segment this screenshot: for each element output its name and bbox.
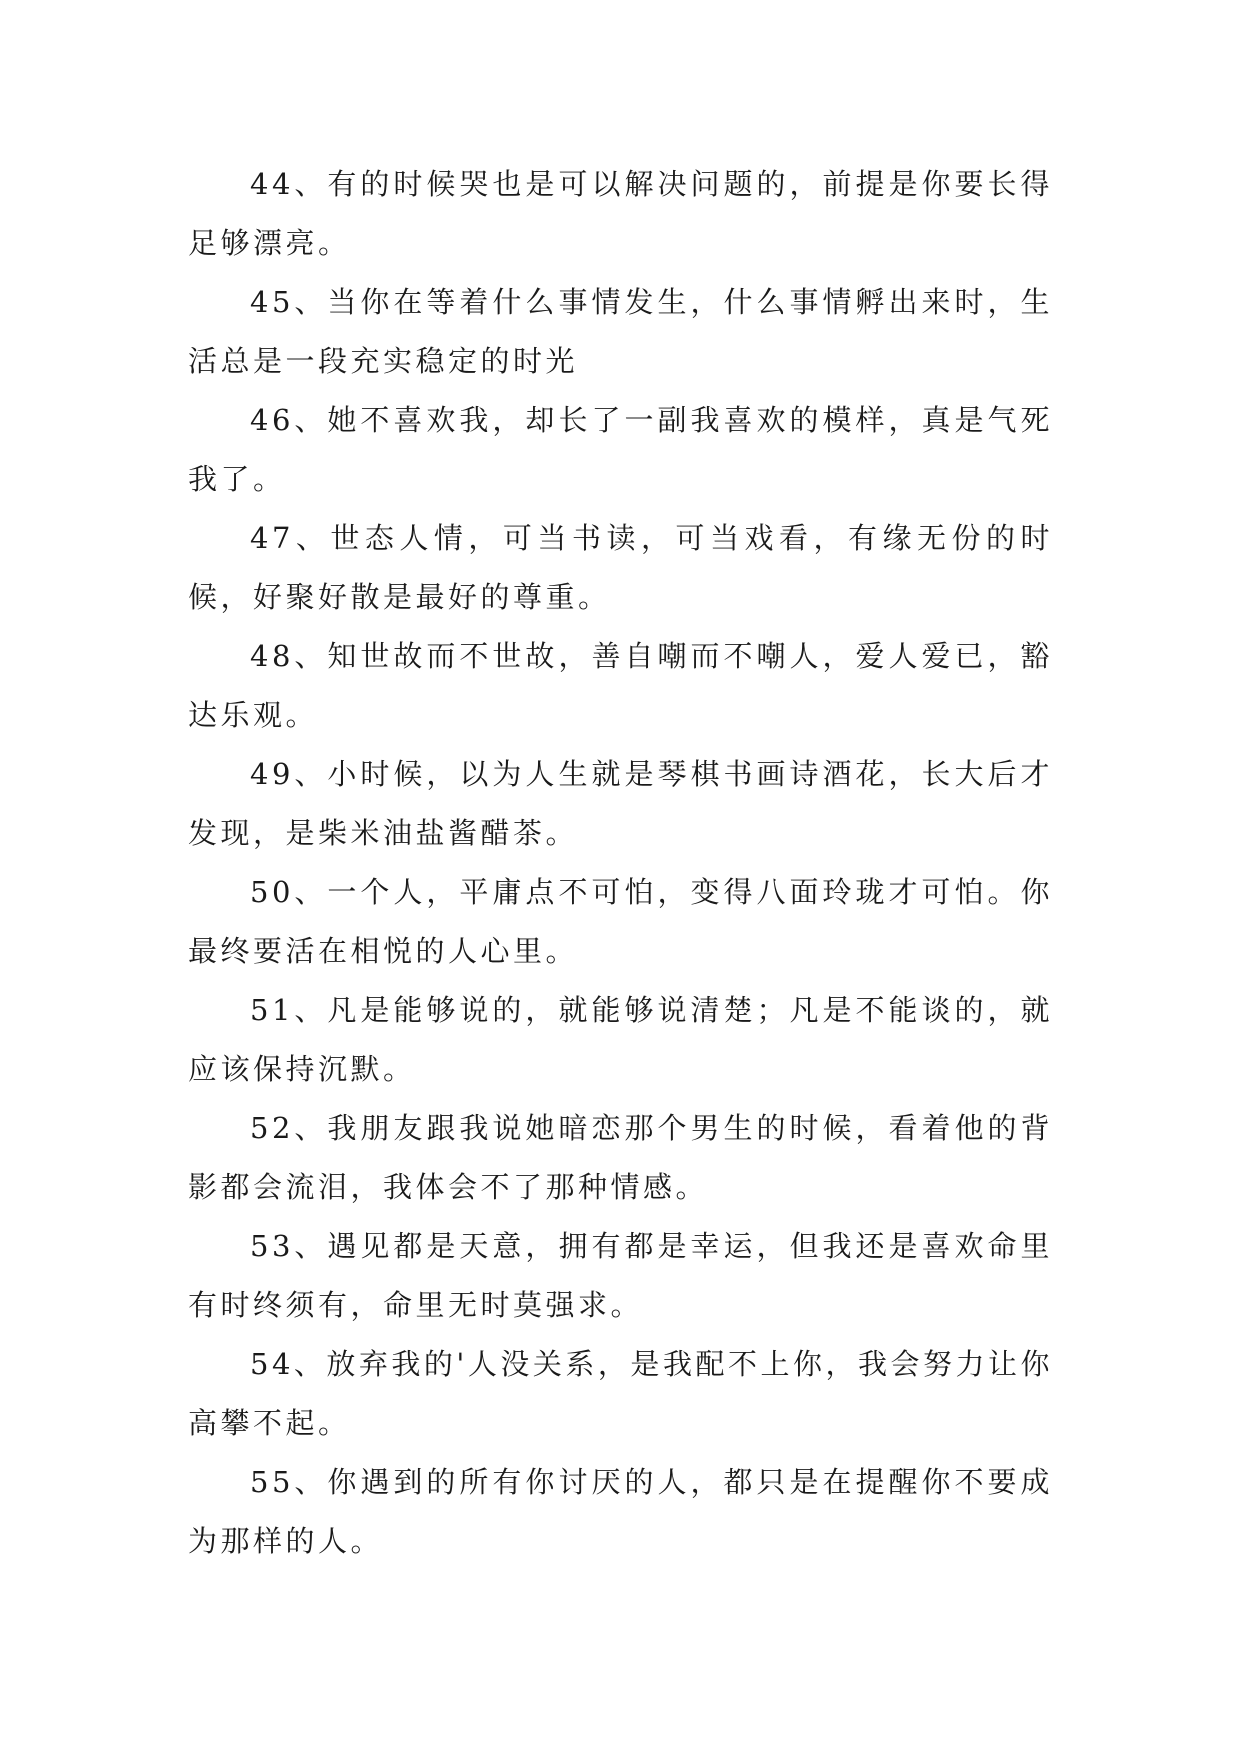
quote-paragraph: 47、世态人情，可当书读，可当戏看，有缘无份的时候，好聚好散是最好的尊重。 (188, 521, 1053, 614)
quote-paragraph: 45、当你在等着什么事情发生，什么事情孵出来时，生活总是一段充实稳定的时光 (188, 285, 1053, 378)
quote-paragraph: 53、遇见都是天意，拥有都是幸运，但我还是喜欢命里有时终须有，命里无时莫强求。 (188, 1229, 1053, 1322)
quote-paragraph: 46、她不喜欢我，却长了一副我喜欢的模样，真是气死我了。 (188, 403, 1053, 496)
quote-paragraph: 50、一个人，平庸点不可怕，变得八面玲珑才可怕。你最终要活在相悦的人心里。 (188, 875, 1053, 968)
quote-paragraph: 54、放弃我的'人没关系，是我配不上你，我会努力让你高攀不起。 (188, 1347, 1053, 1440)
quote-paragraph: 52、我朋友跟我说她暗恋那个男生的时候，看着他的背影都会流泪，我体会不了那种情感。 (188, 1111, 1053, 1204)
quote-paragraph: 44、有的时候哭也是可以解决问题的，前提是你要长得足够漂亮。 (188, 167, 1053, 260)
quote-paragraph: 55、你遇到的所有你讨厌的人，都只是在提醒你不要成为那样的人。 (188, 1465, 1053, 1558)
document-page (188, 155, 1053, 1571)
quote-paragraph: 48、知世故而不世故，善自嘲而不嘲人，爱人爱已，豁达乐观。 (188, 639, 1053, 732)
quote-paragraph: 51、凡是能够说的，就能够说清楚；凡是不能谈的，就应该保持沉默。 (188, 993, 1053, 1086)
quote-paragraph: 49、小时候，以为人生就是琴棋书画诗酒花，长大后才发现，是柴米油盐酱醋茶。 (188, 757, 1053, 850)
